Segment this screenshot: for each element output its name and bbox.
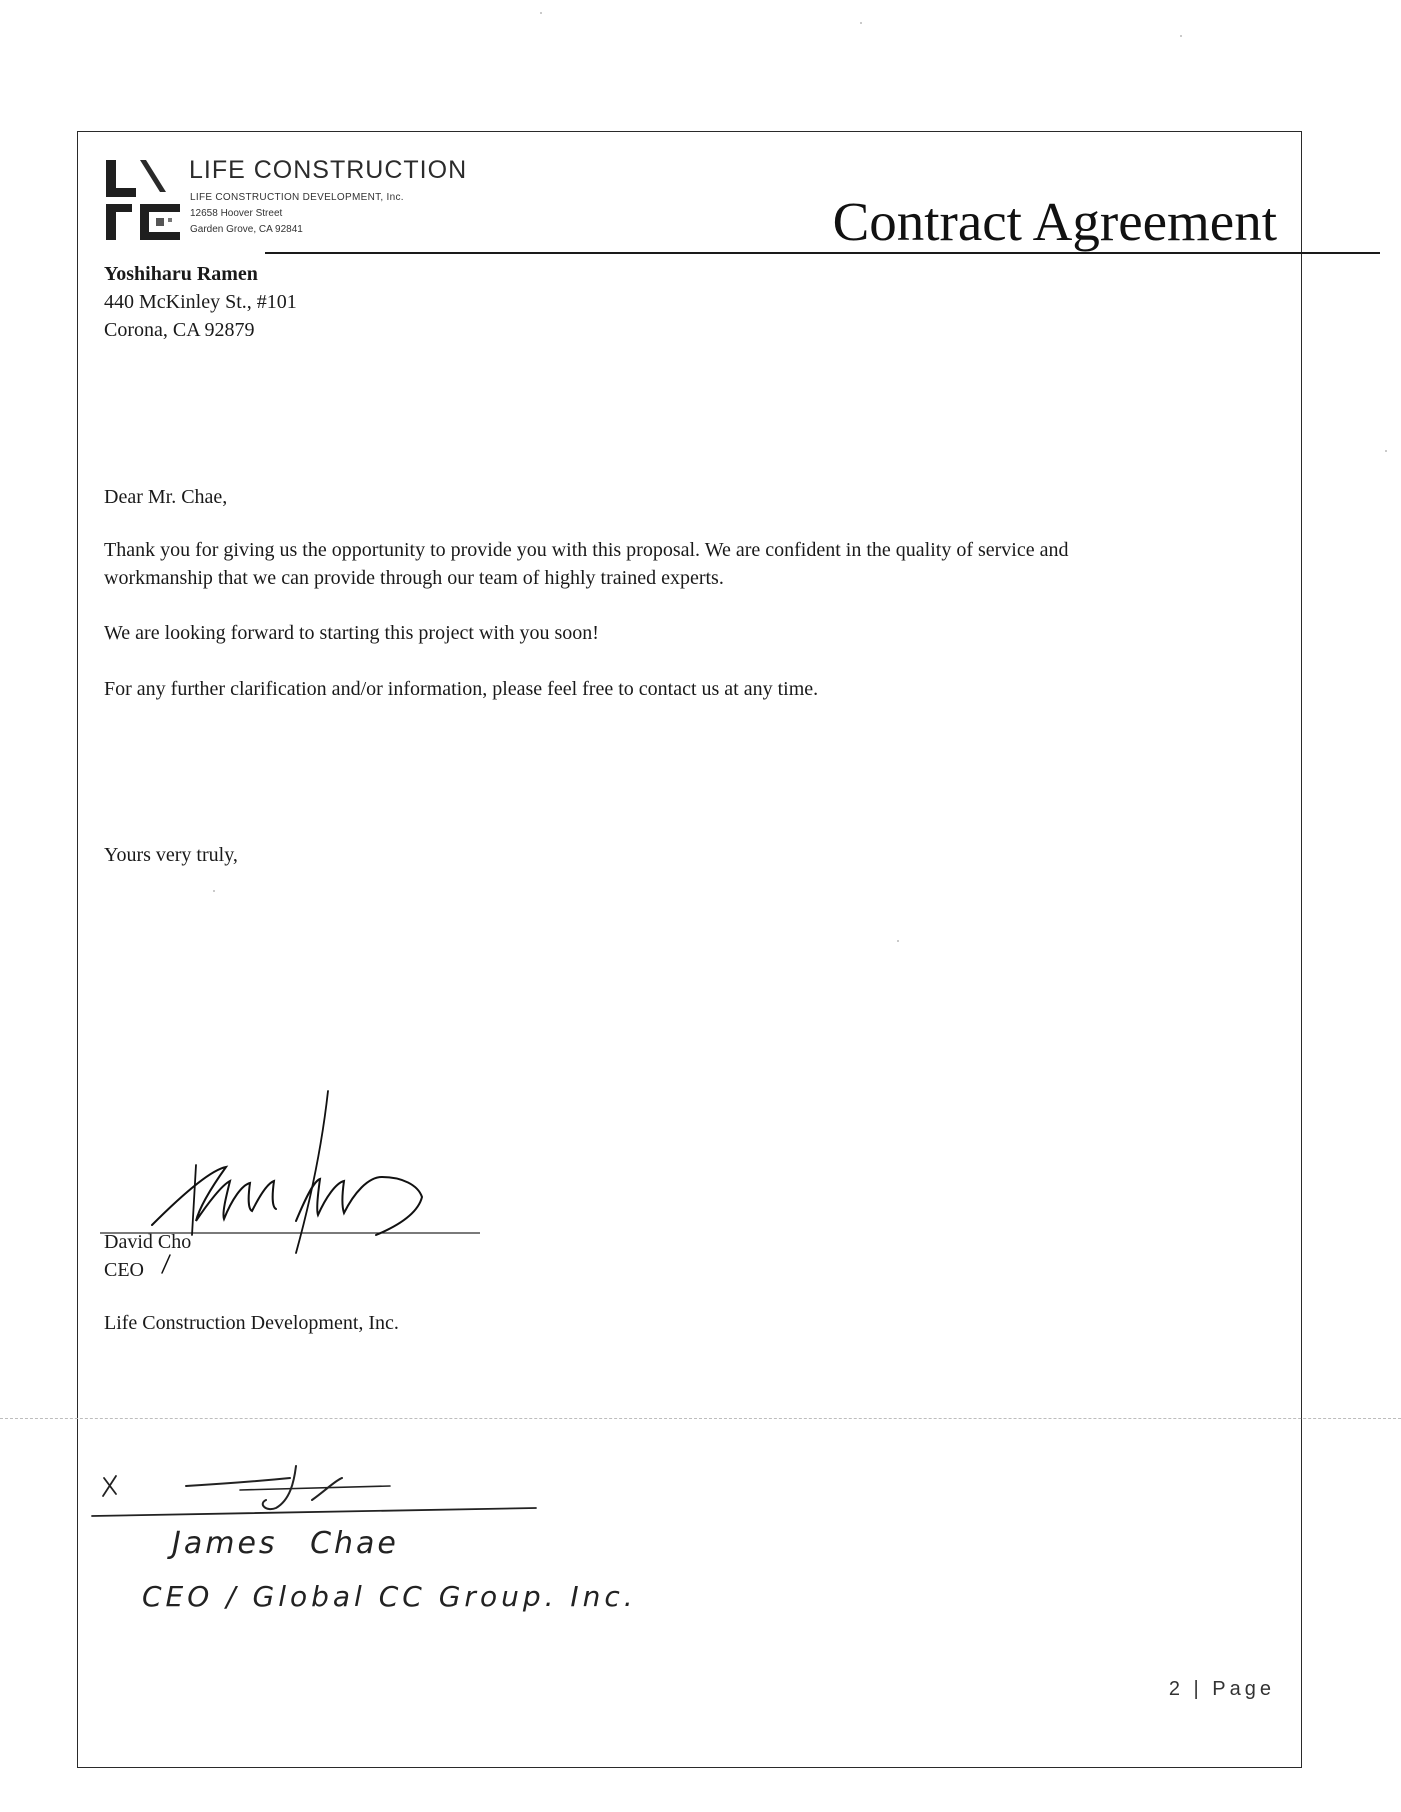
salutation: Dear Mr. Chae,	[104, 486, 228, 508]
paragraph-3: For any further clarification and/or information, please feel free to contact us at any time.	[104, 678, 819, 700]
paragraph-2: We are looking forward to starting this project with you soon!	[104, 622, 599, 644]
recipient-street: 440 McKinley St., #101	[104, 291, 297, 313]
countersigner-name: James Chae	[172, 1526, 399, 1561]
company-street: 12658 Hoover Street	[190, 208, 283, 219]
letterhead	[104, 156, 1277, 251]
signer-name: David Cho	[104, 1231, 192, 1253]
document-title: Contract Agreement	[832, 191, 1277, 252]
scan-fold-line	[0, 1418, 1401, 1419]
header-rule	[265, 252, 1380, 254]
ceo-signature	[100, 1085, 480, 1290]
recipient-name: Yoshiharu Ramen	[104, 263, 258, 285]
recipient-address	[104, 260, 297, 344]
paragraph-1-line-2: workmanship that we can provide through our team of highly trained experts.	[104, 567, 724, 589]
signer-title: CEO	[104, 1259, 144, 1281]
company-city: Garden Grove, CA 92841	[190, 224, 303, 235]
scan-speck	[1385, 450, 1387, 452]
company-name: LIFE CONSTRUCTION	[189, 156, 468, 184]
scan-speck	[860, 22, 862, 24]
scan-speck	[540, 12, 542, 14]
scan-speck	[1180, 35, 1182, 37]
paragraph-1-line-1: Thank you for giving us the opportunity to provide you with this proposal. We are confident in the quality of service and	[104, 539, 1069, 561]
company-logo	[104, 158, 184, 242]
signer-company: Life Construction Development, Inc.	[104, 1312, 399, 1334]
countersigner-title-company: CEO / Global CC Group. Inc.	[142, 1580, 637, 1613]
paragraph-1	[104, 536, 1284, 592]
page-number: 2 | Page	[1168, 1678, 1275, 1700]
company-legal-name: LIFE CONSTRUCTION DEVELOPMENT, Inc.	[190, 192, 404, 203]
closing: Yours very truly,	[104, 844, 238, 866]
recipient-city: Corona, CA 92879	[104, 319, 255, 341]
